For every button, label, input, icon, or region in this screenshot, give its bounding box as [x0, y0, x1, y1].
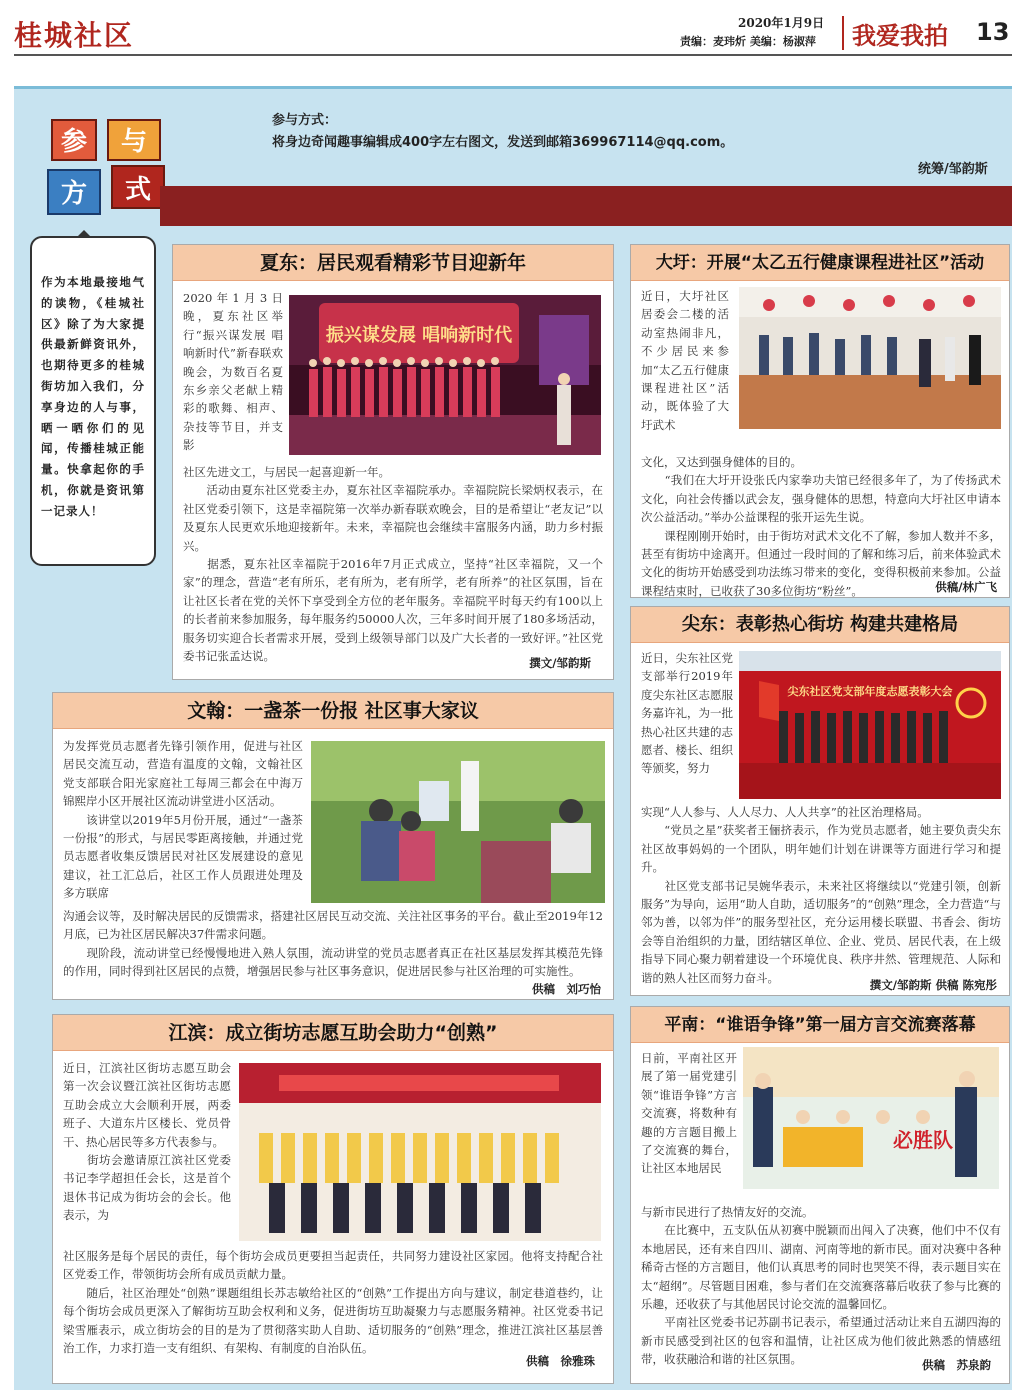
article-title: 平南：“谁语争锋”第一届方言交流赛落幕: [631, 1007, 1009, 1043]
participation-label: 参与方式：: [272, 113, 338, 128]
article-byline: 供稿/林广飞: [935, 580, 997, 594]
article-jiandong: [630, 606, 1010, 996]
decorative-red-bar: [160, 186, 1012, 226]
article-title: 江滨：成立街坊志愿互助会助力“创熟”: [53, 1015, 613, 1051]
article-body: 沟通会议等，及时解决居民的反馈需求，搭建社区居民互动交流、关注社区事务的平台。截止至2019年12月底，已为社区居民解决37件需求问题。 现阶段，流动讲堂已经慢慢地进入熟人氛围，流动讲堂的党员志愿者真正在社区基层发挥其模范先锋的作用，同时得到社区居民的点赞，增强居民参与社区事务意识，促进居民参与社区治理的可实施性。: [63, 909, 603, 979]
article-body: 实现“人人参与、人人尽力、人人共享”的社区治理格局。 “党员之星”获奖者王俪挤表示，作为党员志愿者，她主要负责尖东社区故事妈妈的一个团队，明年她们计划在讲课等方面进行学习和提升。 社区党支部书记吴婉华表示，未来社区将继续以“党建引领，创新服务”为导向，运用“助人自助，适切服务”的“创熟”理念，全力营造“与邻为善，以邻为伴”的服务型社区，充分运用楼长联盟、书香会、街坊会等自治组织的力量，团结辖区单位、企业、党员、居民代表，在上级指导下同心聚力朝着建设一个环境优良、秩序井然、管理规范、人际和谐的熟人社区而努力奋斗。: [641, 805, 1001, 985]
header-divider: [842, 16, 844, 50]
tea-talk-photo: [311, 741, 605, 903]
coordinator-byline: 统筹/邹韵斯: [918, 162, 988, 177]
article-title: 夏东：居民观看精彩节目迎新年: [173, 245, 613, 281]
article-body: 社区服务是每个居民的责任，每个街坊会成员更要担当起责任，共同努力建设社区家园。他将支持配合社区党委工作，带领街坊会所有成员贡献力量。 随后，社区治理处“创熟”课题组组长苏志敏给社区的“创熟”工作提出方向与建议，制定巷道巷约，让每个街坊会成员更深入了解街坊互助会权利和义务，促进街坊互助凝聚力与志愿服务精神。社区党委书记梁雪雁表示，成立街坊会的目的是为了贯彻落实助人自助、适切服务的“创熟”理念，推进江滨社区基层善治工作，力求打造一支有组织、有架构、有制度的自治队伍。: [63, 1249, 603, 1356]
article-byline: 供稿 苏泉韵: [922, 1358, 991, 1372]
article-jiangbin: [52, 1014, 614, 1384]
article-dayu: [630, 244, 1010, 598]
article-body: 与新市民进行了热情友好的交流。 在比赛中，五支队伍从初赛中脱颖而出闯入了决赛，他们中不仅有本地居民，还有来自四川、湖南、河南等地的新市民。面对决赛中各种稀奇古怪的方言题目，他们认真思考的同时也哭笑不得，表示题目实在太“超纲”。尽管题目困难，参与者们在交流赛落幕后收获了参与比赛的乐趣，还收获了与其他居民讨论交流的温馨回忆。 平南社区党委书记苏副书记表示，希望通过活动让来自五湖四海的新市民感受到社区的包容和温情，让社区成为他们彼此熟悉的情感纽带，收获融洽和谐的社区氛围。: [641, 1205, 1001, 1367]
article-title: 尖东：表彰热心街坊 构建共建格局: [631, 607, 1009, 643]
badge-char-3: 方: [60, 179, 88, 209]
masthead: 桂城社区: [14, 19, 135, 52]
stage-performance-photo: [289, 295, 601, 455]
article-title: 大圩：开展“太乙五行健康课程进社区”活动: [631, 245, 1009, 281]
ceremony-banner-text: 尖东社区党支部年度志愿表彰大会: [787, 685, 953, 698]
article-byline: 供稿 刘巧怡: [532, 982, 601, 996]
stage-banner-text: 振兴谋发展 唱响新时代: [325, 325, 513, 346]
dialect-contest-team-photo: [743, 1047, 999, 1189]
article-body-lead: 为发挥党员志愿者先锋引领作用，促进与社区居民交流互动，营造有温度的文翰，文翰社区党支部联合阳光家庭社工每周三都会在中海万锦熙岸小区开展社区流动讲堂进小区活动。 该讲堂以2019年5月份开展，通过“一盏茶一份报”的形式，与居民零距离接触，并通过党员志愿者收集反馈居民对社区发展建设的意见建议，社工汇总后，社区工作人员跟进处理及多方联席: [63, 739, 303, 901]
article-body-lead: 2020年1月3日晚，夏东社区举行“振兴谋发展 唱响新时代”新春联欢晚会，为数百名夏东乡亲父老献上精彩的歌舞、相声、杂技等节目，并支影: [183, 291, 283, 453]
article-body-lead: 日前，平南社区开展了第一届党建引领“谁语争锋”方言交流赛，将数种有趣的方言题目搬上了交流赛的舞台，让社区本地居民: [641, 1051, 737, 1176]
header-rule: [14, 54, 1012, 56]
article-pingnan: [630, 1006, 1010, 1384]
team-sign-text: 必胜队: [893, 1128, 953, 1152]
award-ceremony-photo: [739, 651, 1001, 799]
intro-speech-bubble: 作为本地最接地气的读物，《桂城社区》除了为大家提供最新鲜资讯外，也期待更多的桂城街坊加入我们，分享身边的人与事，晒一晒你们的见闻，传播桂城正能量。快拿起你的手机，你就是资讯第一记录人！: [30, 236, 156, 566]
martial-arts-class-photo: [739, 287, 1001, 429]
article-body-lead: 近日，大圩社区居委会二楼的活动室热闹非凡，不少居民来参加“太乙五行健康课程进社区”活动，既体验了大圩武术: [641, 289, 729, 432]
page-number: 13: [976, 18, 1010, 46]
article-xiadong: [172, 244, 614, 680]
article-title: 文翰：一盏茶一份报 社区事大家议: [53, 693, 613, 729]
article-byline: 供稿 徐雅珠: [526, 1354, 595, 1368]
participation-info: [272, 110, 733, 154]
editors-line: 责编：麦玮炘 美编：杨淑萍: [680, 35, 816, 48]
volunteer-group-photo: [239, 1063, 601, 1241]
issue-date: 2020年1月9日: [738, 16, 825, 30]
article-body-lead: 近日，江滨社区街坊志愿互助会第一次会议暨江滨社区街坊志愿互助会成立大会顺利开展，两委班子、大道东片区楼长、党员骨干、热心居民等多方代表参与。 街坊会邀请原江滨社区党委书记李学超担任会长，这是首个退休书记成为街坊会的会长。他表示，为: [63, 1061, 231, 1223]
article-byline: 撰文/邹韵斯: [529, 656, 591, 670]
section-name: 我爱我拍: [852, 21, 948, 50]
participation-instruction: 将身边奇闻趣事编辑成400字左右图文，发送到邮箱369967114@qq.com。: [272, 135, 734, 150]
badge-char-4: 式: [124, 175, 152, 205]
article-body: 文化，又达到强身健体的目的。 “我们在大圩开设张氏内家拳功夫馆已经很多年了，为了传扬武术文化，向社会传播以武会友，强身健体的思想，特意向大圩社区申请本次公益活动。”举办公益课程的张开运先生说。 课程刚刚开始时，由于街坊对武术文化不了解，参加人数并不多，甚至有街坊中途离开。但通过一段时间的了解和练习后，前来体验武术文化的街坊开始感受到功法练习带来的变化，变得积极前来参加。公益课程结束时，已收获了30多位街坊“粉丝”。: [641, 455, 1001, 598]
article-body: 社区先进文工，与居民一起喜迎新一年。 活动由夏东社区党委主办，夏东社区幸福院承办。幸福院院长梁炳权表示，在社区党委引领下，这是幸福院第一次举办新春联欢晚会，目的是希望让“老友记”以及夏东人民更欢乐地迎接新年。未来，幸福院也会继续丰富服务内涵，助力乡村振兴。 据悉，夏东社区幸福院于2016年7月正式成立，坚持“社区幸福院，又一个家”的理念，营造“老有所乐，老有所为，老有所学，老有所养”的社区氛围，旨在让社区长者在党的关怀下享受到全方位的老年服务。幸福院平时每天约有100以上的长者前来参加服务，每年服务约50000人次，三年多时间开展了180多场活动，服务切实迎合长者需求开展，受到上级领导部门以及广大长者的一致好评。”社区党委书记张孟达说。: [183, 465, 603, 664]
article-byline: 撰文/邹韵斯 供稿 陈宛彤: [869, 978, 997, 992]
badge-char-2: 与: [120, 127, 148, 157]
article-body-lead: 近日，尖东社区党支部举行2019年度尖东社区志愿服务嘉许礼，为一批热心社区共建的志愿者、楼长、组织等颁奖，努力: [641, 651, 733, 776]
badge-char-1: 参: [60, 127, 88, 157]
article-wenhan: [52, 692, 614, 1000]
